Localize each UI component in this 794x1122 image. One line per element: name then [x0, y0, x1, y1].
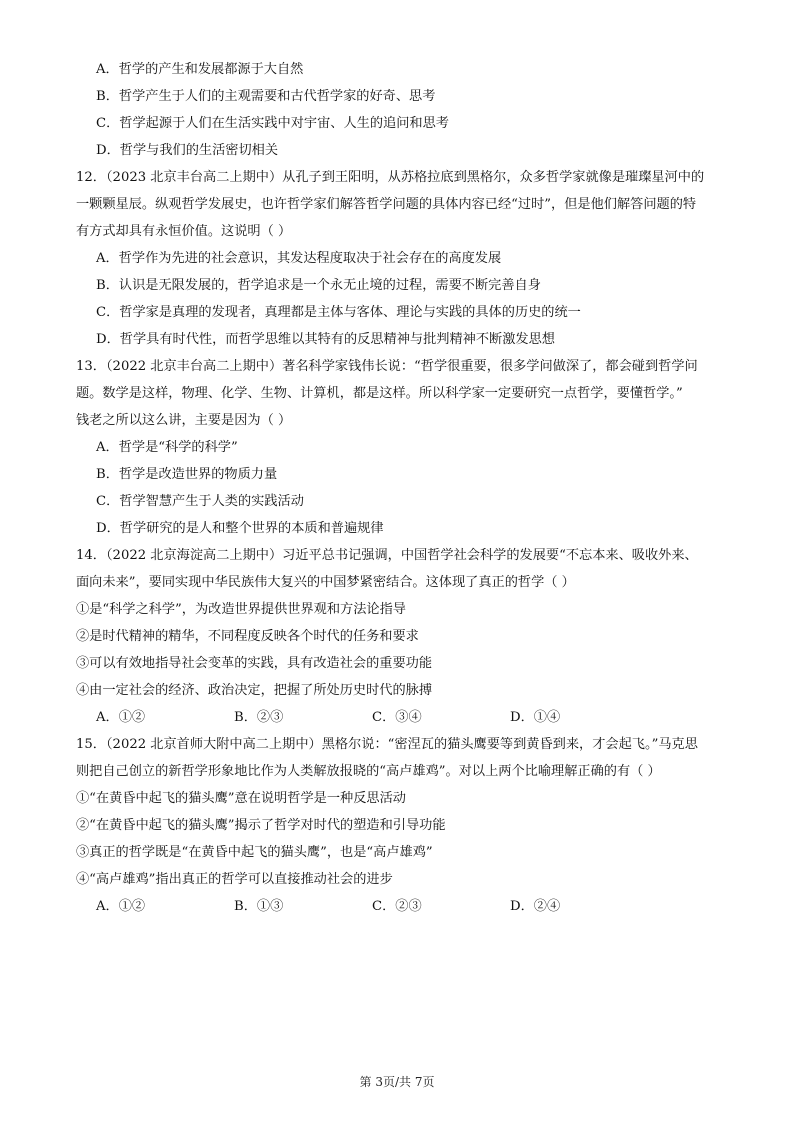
q12-stem-line-1: 12．（2023 北京丰台高二上期中）从孔子到王阳明，从苏格拉底到黑格尔，众多哲学家就像是璀璨星河中的 — [76, 170, 705, 185]
q15-item-3: ③真正的哲学既是“在黄昏中起飞的猫头鹰”，也是“高卢雄鸡” — [76, 845, 433, 860]
q15-choice-c: C．②③ — [372, 899, 422, 914]
q11-option-d: D．哲学与我们的生活密切相关 — [96, 143, 279, 158]
q12-option-a: A．哲学作为先进的社会意识，其发达程度取决于社会存在的高度发展 — [96, 251, 502, 266]
q14-item-1: ①是“科学之科学”，为改造世界提供世界观和方法论指导 — [76, 602, 406, 617]
q15-stem-line-1: 15．（2022 北京首师大附中高二上期中）黑格尔说：“密涅瓦的猫头鹰要等到黄昏到来，才会起飞。”马克思 — [76, 737, 698, 752]
q12-option-d: D．哲学具有时代性，而哲学思维以其特有的反思精神与批判精神不断激发思想 — [96, 332, 555, 347]
q14-stem-line-2: 面向未来”，要同实现中华民族伟大复兴的中国梦紧密结合。这体现了真正的哲学（ ） — [76, 575, 575, 590]
q12-option-c: C．哲学家是真理的发现者，真理都是主体与客体、理论与实践的具体的历史的统一 — [96, 305, 581, 320]
q11-option-a: A．哲学的产生和发展都源于大自然 — [96, 62, 304, 77]
q14-item-3: ③可以有效地指导社会变革的实践，具有改造社会的重要功能 — [76, 656, 433, 671]
q12-stem-line-2: 一颗颗星辰。纵观哲学发展史，也许哲学家们解答哲学问题的具体内容已经“过时”，但是他们解答问题的特 — [76, 197, 697, 212]
q13-stem-line-3: 钱老之所以这么讲，主要是因为（ ） — [76, 413, 292, 428]
page-number: 第 3页/共 7页 — [359, 1075, 435, 1089]
q13-option-b: B．哲学是改造世界的物质力量 — [96, 467, 278, 482]
q14-item-4: ④由一定社会的经济、政治决定，把握了所处历史时代的脉搏 — [76, 683, 433, 698]
q15-choice-d: D．②④ — [510, 899, 561, 914]
q14-item-2: ②是时代精神的精华，不同程度反映各个时代的任务和要求 — [76, 629, 419, 644]
q14-choice-a: A．①② — [96, 710, 146, 725]
q13-option-d: D．哲学研究的是人和整个世界的本质和普遍规律 — [96, 521, 384, 536]
q15-item-4: ④“高卢雄鸡”指出真正的哲学可以直接推动社会的进步 — [76, 872, 393, 887]
q15-stem-line-2: 则把自己创立的新哲学形象地比作为人类解放报晓的“高卢雄鸡”。对以上两个比喻理解正确的有（ ） — [76, 764, 661, 779]
q15-choice-a: A．①② — [96, 899, 146, 914]
q14-choice-b: B．②③ — [234, 710, 284, 725]
q15-choice-b: B．①③ — [234, 899, 284, 914]
q12-option-b: B．认识是无限发展的，哲学追求是一个永无止境的过程，需要不断完善自身 — [96, 278, 541, 293]
q14-choice-c: C．③④ — [372, 710, 422, 725]
q14-choice-d: D．①④ — [510, 710, 561, 725]
q13-option-a: A．哲学是“科学的科学” — [96, 440, 238, 455]
q14-choices — [96, 708, 736, 728]
q15-item-2: ②“在黄昏中起飞的猫头鹰”揭示了哲学对时代的塑造和引导功能 — [76, 818, 446, 833]
q12-stem-line-3: 有方式却具有永恒价值。这说明（ ） — [76, 224, 292, 239]
q15-item-1: ①“在黄昏中起飞的猫头鹰”意在说明哲学是一种反思活动 — [76, 791, 406, 806]
q14-stem-line-1: 14．（2022 北京海淀高二上期中）习近平总书记强调，中国哲学社会科学的发展要“不忘本来、吸收外来、 — [76, 548, 698, 563]
q13-option-c: C．哲学智慧产生于人类的实践活动 — [96, 494, 304, 509]
q13-stem-line-2: 题。数学是这样，物理、化学、生物、计算机，都是这样。所以科学家一定要研究一点哲学，要懂哲学。” — [76, 386, 683, 401]
q13-stem-line-1: 13．（2022 北京丰台高二上期中）著名科学家钱伟长说：“哲学很重要，很多学问做深了，都会碰到哲学问 — [76, 359, 698, 374]
q11-option-c: C．哲学起源于人们在生活实践中对宇宙、人生的追问和思考 — [96, 116, 449, 131]
q15-choices — [96, 897, 736, 917]
q11-option-b: B．哲学产生于人们的主观需要和古代哲学家的好奇、思考 — [96, 89, 436, 104]
